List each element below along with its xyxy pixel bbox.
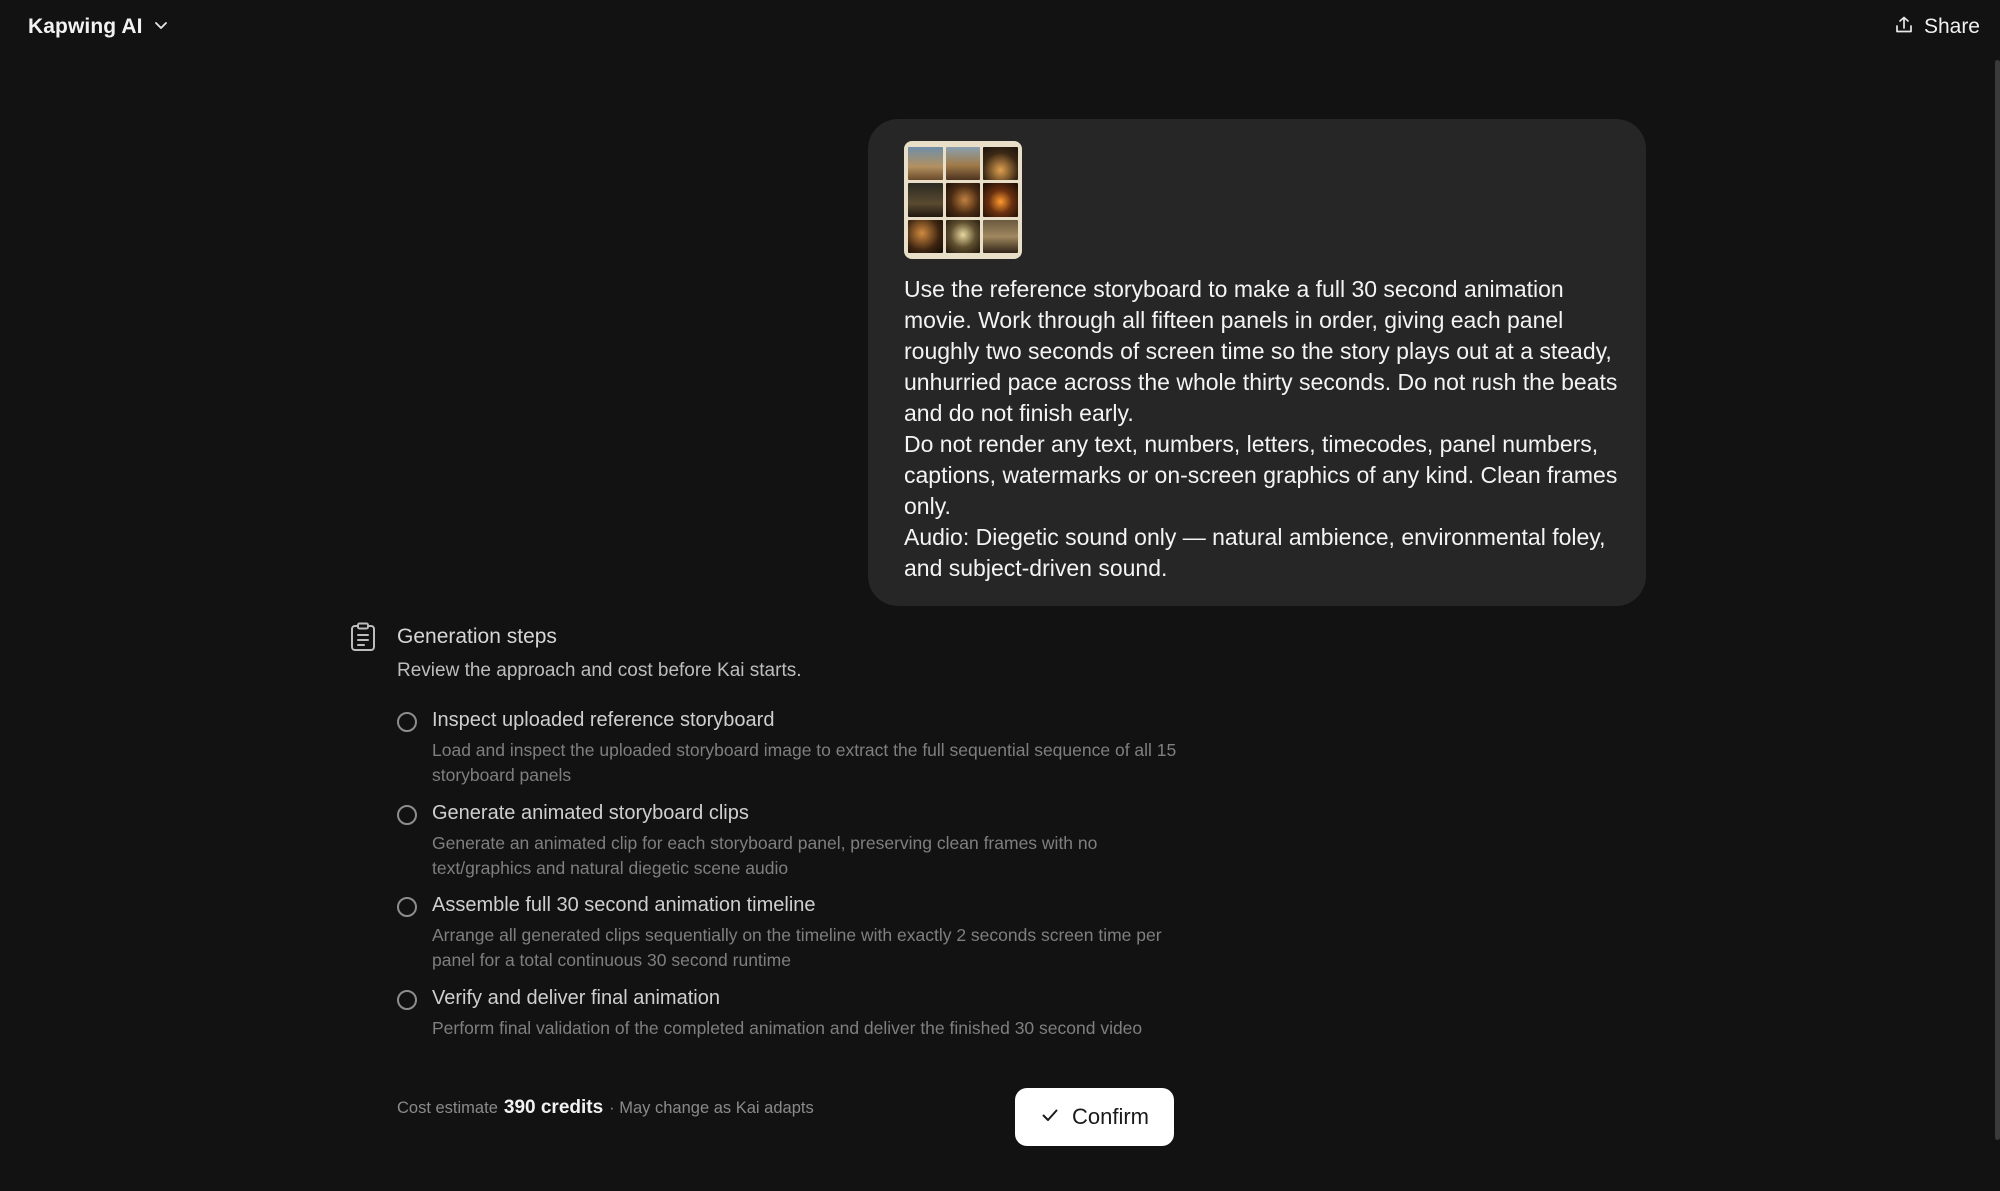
thumbnail-panel [983, 220, 1018, 253]
thumbnail-panel [908, 220, 943, 253]
message-text [904, 274, 1624, 584]
share-icon [1894, 15, 1914, 40]
thumbnail-panel [946, 183, 981, 216]
thumbnail-panel [908, 147, 943, 180]
message-paragraph: Audio: Diegetic sound only — natural ambience, environmental foley, and subject-driven sound. [904, 524, 1606, 581]
thumbnail-panel [946, 147, 981, 180]
app-title: Kapwing AI [28, 15, 143, 38]
confirm-button[interactable] [1015, 1088, 1174, 1146]
check-icon [1040, 1105, 1060, 1130]
thumbnail-panel [983, 147, 1018, 180]
steps-subtitle: Review the approach and cost before Kai starts. [397, 660, 802, 681]
scrollbar[interactable] [1995, 60, 2000, 1140]
steps-title: Generation steps [397, 625, 557, 648]
radio-circle-icon[interactable] [397, 990, 417, 1010]
radio-circle-icon[interactable] [397, 897, 417, 917]
message-paragraph: Do not render any text, numbers, letters, timecodes, panel numbers, captions, watermarks or on-screen graphics of any kind. Clean frames only. [904, 431, 1618, 519]
app-switcher-button[interactable] [28, 12, 169, 42]
user-message-bubble [868, 119, 1646, 606]
radio-circle-icon[interactable] [397, 805, 417, 825]
thumbnail-panel [983, 183, 1018, 216]
step-title: Generate animated storyboard clips [432, 802, 749, 824]
confirm-label: Confirm [1071, 1104, 1149, 1129]
step-title: Assemble full 30 second animation timeline [432, 894, 816, 916]
step-description: Load and inspect the uploaded storyboard image to extract the full sequential sequence of all 15 storyboard panels [432, 740, 1177, 785]
step-title: Verify and deliver final animation [432, 987, 720, 1009]
storyboard-thumbnail[interactable] [904, 141, 1022, 259]
cost-label: Cost estimate [397, 1099, 498, 1117]
thumbnail-panel [908, 183, 943, 216]
clipboard-icon [350, 622, 378, 654]
step-title: Inspect uploaded reference storyboard [432, 709, 775, 731]
radio-circle-icon[interactable] [397, 712, 417, 732]
message-paragraph: Use the reference storyboard to make a full 30 second animation movie. Work through all fifteen panels in order, giving each panel roughly two seconds of screen time so the story plays out at a steady, unhurried pace across the whole thirty seconds. Do not rush the beats and do not finish early. [904, 276, 1618, 426]
step-description: Arrange all generated clips sequentially on the timeline with exactly 2 seconds screen time per panel for a total continuous 30 second runtime [432, 925, 1162, 970]
share-button[interactable] [1894, 12, 1980, 42]
step-description: Perform final validation of the completed animation and deliver the finished 30 second video [432, 1018, 1143, 1038]
cost-value: 390 credits [503, 1097, 604, 1118]
step-description: Generate an animated clip for each storyboard panel, preserving clean frames with no text/graphics and natural diegetic scene audio [432, 833, 1098, 878]
share-label: Share [1923, 15, 1980, 38]
top-bar [0, 0, 2000, 56]
thumbnail-panel [946, 220, 981, 253]
chevron-down-icon [153, 17, 169, 38]
cost-estimate [397, 1097, 814, 1119]
cost-note: · May change as Kai adapts [609, 1099, 814, 1117]
